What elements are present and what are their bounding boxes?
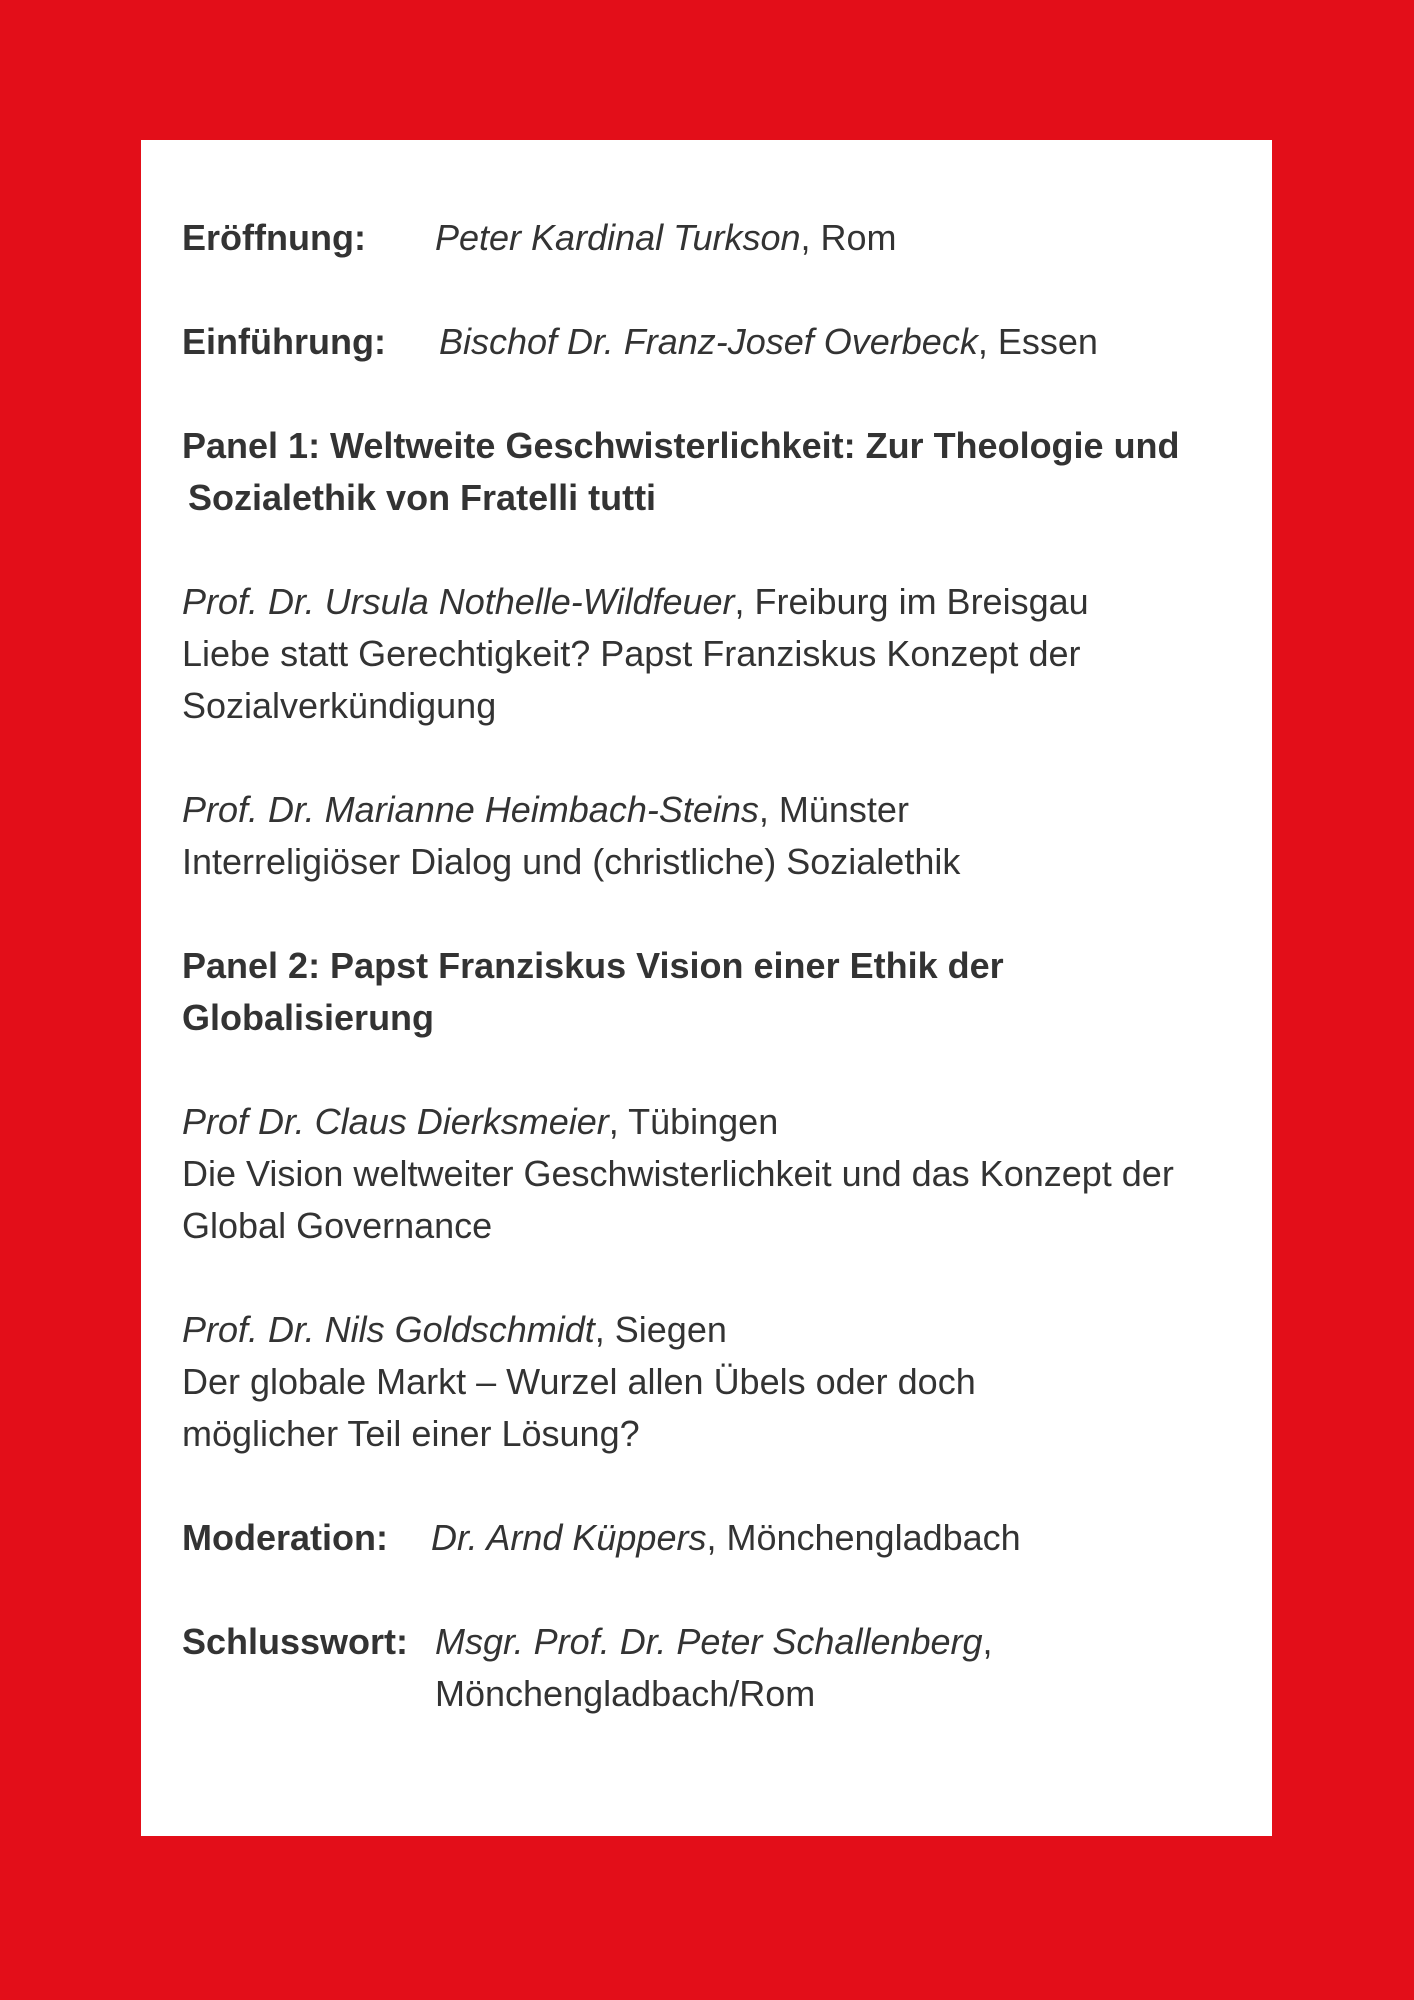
introduction-place: , Essen [977, 321, 1098, 362]
closing-value [435, 1616, 993, 1720]
introduction-value [439, 316, 1098, 368]
panel1-title [182, 420, 1252, 524]
program-content [182, 212, 1252, 1720]
talk-speaker-line [182, 1096, 1252, 1148]
panel1-talk-2 [182, 784, 1252, 888]
panel2-title-line2: Globalisierung [182, 997, 435, 1038]
talk-speaker-line [182, 576, 1252, 628]
opening-speaker: Peter Kardinal Turkson [435, 217, 801, 258]
opening-value [435, 212, 897, 264]
opening-row [182, 212, 1252, 264]
panel1-talk-1 [182, 576, 1252, 732]
spacer [182, 368, 1252, 420]
panel2-talk-2 [182, 1304, 1252, 1460]
talk-speaker: Prof. Dr. Nils Goldschmidt [182, 1309, 595, 1350]
talk-topic-line1: Interreligiöser Dialog und (christliche) Sozialethik [182, 841, 961, 882]
panel2-title [182, 940, 1252, 1044]
closing-place: , [982, 1621, 993, 1662]
talk-place: , Siegen [594, 1309, 727, 1350]
moderation-place: , Mönchengladbach [706, 1517, 1021, 1558]
talk-topic-line2: Global Governance [182, 1205, 493, 1246]
panel1-title-line2: Sozialethik von Fratelli tutti [188, 477, 657, 518]
opening-place: , Rom [800, 217, 897, 258]
talk-speaker-line [182, 784, 1252, 836]
introduction-row [182, 316, 1252, 368]
panel2-talk-1 [182, 1096, 1252, 1252]
panel1-title-line1: Panel 1: Weltweite Geschwisterlichkeit: Zur Theologie und [182, 425, 1180, 466]
talk-topic-line2: Sozialverkündigung [182, 685, 497, 726]
introduction-speaker: Bischof Dr. Franz-Josef Overbeck [439, 321, 978, 362]
talk-speaker: Prof. Dr. Marianne Heimbach-Steins [182, 789, 759, 830]
spacer [182, 1252, 1252, 1304]
talk-topic-line2: möglicher Teil einer Lösung? [182, 1413, 640, 1454]
closing-speaker: Msgr. Prof. Dr. Peter Schallenberg [435, 1621, 983, 1662]
talk-speaker-line [182, 1304, 1252, 1356]
talk-place: , Münster [758, 789, 909, 830]
moderation-label: Moderation: [182, 1517, 388, 1558]
spacer [182, 524, 1252, 576]
closing-place-line2: Mönchengladbach/Rom [435, 1673, 816, 1714]
moderation-row [182, 1512, 1252, 1564]
talk-speaker: Prof. Dr. Ursula Nothelle-Wildfeuer [182, 581, 735, 622]
closing-speaker-line [435, 1616, 993, 1668]
panel2-title-line1: Panel 2: Papst Franziskus Vision einer Ethik der [182, 945, 1004, 986]
spacer [182, 1564, 1252, 1616]
program-card [141, 140, 1272, 1836]
spacer [182, 732, 1252, 784]
introduction-label: Einführung: [182, 321, 386, 362]
talk-topic-line1: Der globale Markt – Wurzel allen Übels oder doch [182, 1361, 976, 1402]
spacer [182, 1460, 1252, 1512]
talk-topic-line1: Liebe statt Gerechtigkeit? Papst Franziskus Konzept der [182, 633, 1081, 674]
opening-label: Eröffnung: [182, 217, 366, 258]
moderation-speaker: Dr. Arnd Küppers [431, 1517, 707, 1558]
spacer [182, 264, 1252, 316]
talk-place: , Freiburg im Breisgau [734, 581, 1089, 622]
talk-speaker: Prof Dr. Claus Dierksmeier [182, 1101, 609, 1142]
spacer [182, 888, 1252, 940]
closing-row [182, 1616, 1252, 1720]
moderation-value [431, 1512, 1021, 1564]
talk-place: , Tübingen [608, 1101, 779, 1142]
closing-label: Schlusswort: [182, 1621, 409, 1662]
spacer [182, 1044, 1252, 1096]
talk-topic-line1: Die Vision weltweiter Geschwisterlichkeit und das Konzept der [182, 1153, 1174, 1194]
